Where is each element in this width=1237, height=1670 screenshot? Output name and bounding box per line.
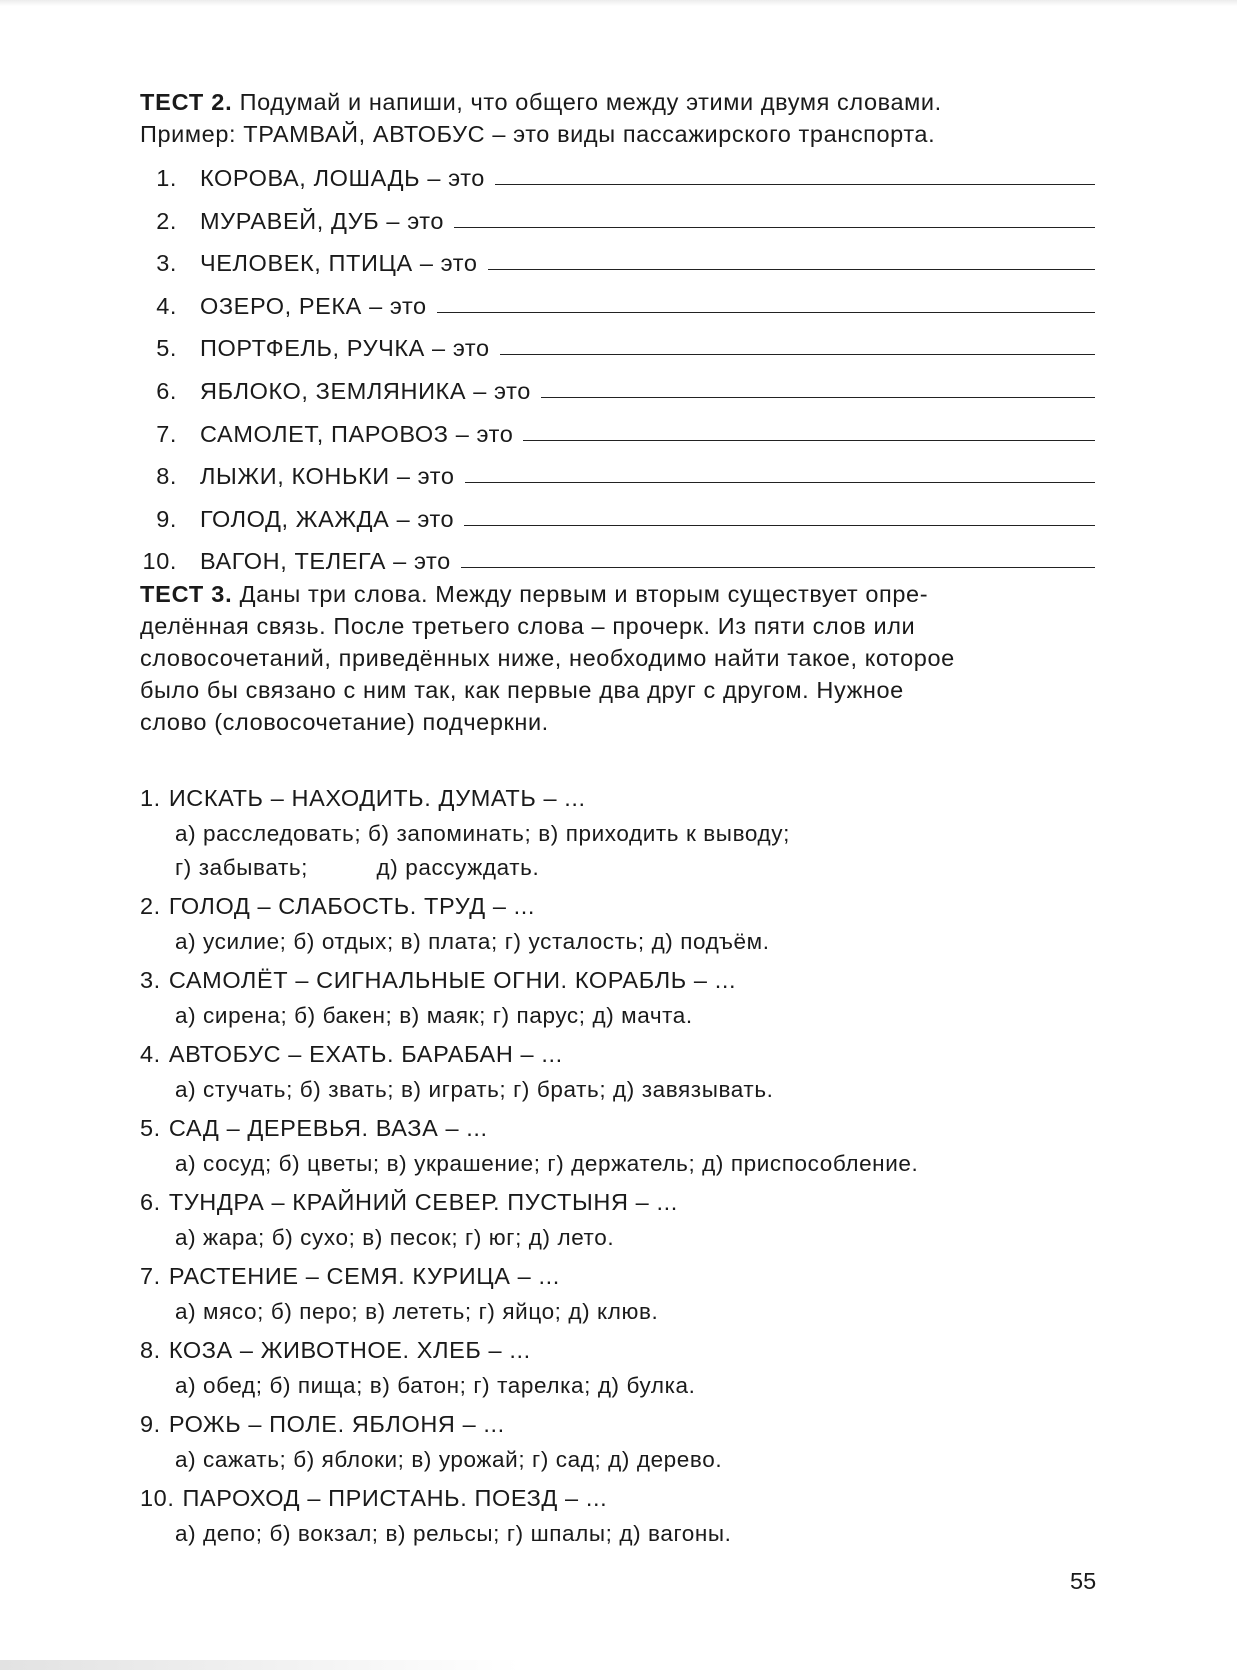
item-number: 7. (140, 1263, 161, 1289)
answer-line[interactable] (461, 566, 1095, 568)
analogy-text: ПАРОХОД – ПРИСТАНЬ. ПОЕЗД – ... (182, 1485, 608, 1511)
word-pair: ПОРТФЕЛЬ, РУЧКА – это (200, 335, 490, 362)
answer-line[interactable] (464, 524, 1095, 526)
item-number: 4. (156, 292, 177, 319)
word-pair: МУРАВЕЙ, ДУБ – это (200, 207, 445, 234)
test2-item (140, 293, 1095, 336)
test3-intro (140, 578, 1125, 738)
test3-label: ТЕСТ 3. (140, 581, 233, 607)
answer-line[interactable] (488, 268, 1096, 270)
analogy-text: КОЗА – ЖИВОТНОЕ. ХЛЕБ – ... (168, 1337, 531, 1363)
answer-line[interactable] (437, 311, 1095, 313)
answer-line[interactable] (500, 353, 1095, 355)
item-number: 1. (156, 165, 177, 191)
item-number: 10. (142, 548, 177, 575)
analogy-text: САМОЛЁТ – СИГНАЛЬНЫЕ ОГНИ. КОРАБЛЬ – ... (168, 967, 737, 993)
item-number: 6. (156, 377, 177, 404)
answer-line[interactable] (465, 481, 1095, 483)
test3-intro-line: делённая связь. После третьего слова – прочерк. Из пяти слов или (140, 613, 916, 639)
test3-item (140, 1184, 1125, 1255)
word-pair: ЧЕЛОВЕК, ПТИЦА – это (200, 250, 478, 277)
analogy-question (140, 962, 1125, 999)
item-number: 3. (140, 967, 161, 993)
option-line[interactable]: а) сосуд; б) цветы; в) украшение; г) держатель; д) приспособление. (175, 1151, 919, 1176)
answer-options (175, 817, 1125, 885)
test2-example: Пример: ТРАМВАЙ, АВТОБУС – это виды пассажирского транспорта. (140, 121, 936, 147)
word-pair: ОЗЕРО, РЕКА – это (200, 292, 427, 319)
analogy-question (140, 1406, 1125, 1443)
item-number: 9. (140, 1411, 161, 1437)
analogy-question (140, 1184, 1125, 1221)
test3-intro-line: Даны три слова. Между первым и вторым существует опре- (239, 581, 929, 607)
item-number: 2. (156, 207, 177, 234)
word-pair: ЯБЛОКО, ЗЕМЛЯНИКА – это (200, 377, 531, 404)
item-number: 8. (156, 463, 177, 490)
test3-item (140, 962, 1125, 1033)
answer-options (175, 1369, 1125, 1403)
test2-item (140, 463, 1095, 506)
test3-item (140, 1036, 1125, 1107)
option-line[interactable]: а) сирена; б) бакен; в) маяк; г) парус; д) мачта. (175, 1003, 693, 1028)
option-line[interactable]: г) забывать; д) рассуждать. (175, 855, 540, 880)
answer-options (175, 1295, 1125, 1329)
item-number: 10. (140, 1485, 175, 1511)
analogy-text: ИСКАТЬ – НАХОДИТЬ. ДУМАТЬ – ... (168, 785, 586, 811)
analogy-text: РАСТЕНИЕ – СЕМЯ. КУРИЦА – ... (168, 1263, 560, 1289)
item-number: 7. (156, 420, 177, 447)
test3-item (140, 1110, 1125, 1181)
answer-options (175, 1443, 1125, 1477)
test2-item (140, 378, 1095, 421)
page-number: 55 (1070, 1568, 1097, 1594)
analogy-question (140, 1036, 1125, 1073)
answer-line[interactable] (454, 226, 1095, 228)
word-pair: ГОЛОД, ЖАЖДА – это (200, 505, 455, 532)
analogy-text: ТУНДРА – КРАЙНИЙ СЕВЕР. ПУСТЫНЯ – ... (168, 1189, 678, 1215)
analogy-text: ГОЛОД – СЛАБОСТЬ. ТРУД – ... (168, 893, 536, 919)
option-line[interactable]: а) усилие; б) отдых; в) плата; г) усталость; д) подъём. (175, 929, 770, 954)
test3-intro-line: было бы связано с ним так, как первые два друг с другом. Нужное (140, 677, 904, 703)
test3-intro-line: словосочетаний, приведённых ниже, необходимо найти такое, которое (140, 645, 955, 671)
answer-options (175, 999, 1125, 1033)
test3-item (140, 780, 1125, 885)
scan-top-edge (0, 0, 1237, 6)
analogy-question (140, 780, 1125, 817)
test3-item (140, 1406, 1125, 1477)
answer-options (175, 925, 1125, 959)
item-number: 1. (140, 785, 161, 811)
test2-item (140, 165, 1095, 208)
test2-label: ТЕСТ 2. (140, 89, 233, 115)
test2-item (140, 250, 1095, 293)
option-line[interactable]: а) обед; б) пища; в) батон; г) тарелка; д) булка. (175, 1373, 696, 1398)
answer-options (175, 1517, 1125, 1551)
test3-intro-line: слово (словосочетание) подчеркни. (140, 709, 549, 735)
analogy-question (140, 1332, 1125, 1369)
analogy-text: САД – ДЕРЕВЬЯ. ВАЗА – ... (168, 1115, 488, 1141)
item-number: 2. (140, 893, 161, 919)
word-pair: ВАГОН, ТЕЛЕГА – это (200, 548, 451, 575)
answer-line[interactable] (541, 396, 1095, 398)
analogy-text: АВТОБУС – ЕХАТЬ. БАРАБАН – ... (168, 1041, 563, 1067)
test2-item (140, 421, 1095, 464)
answer-options (175, 1073, 1125, 1107)
answer-options (175, 1147, 1125, 1181)
option-line[interactable]: а) депо; б) вокзал; в) рельсы; г) шпалы; д) вагоны. (175, 1521, 732, 1546)
analogy-question (140, 888, 1125, 925)
answer-line[interactable] (495, 183, 1095, 185)
option-line[interactable]: а) мясо; б) перо; в) лететь; г) яйцо; д) клюв. (175, 1299, 659, 1324)
test3-item (140, 888, 1125, 959)
test2-item (140, 208, 1095, 251)
test3-list (140, 780, 1125, 1554)
analogy-question (140, 1258, 1125, 1295)
word-pair: ЛЫЖИ, КОНЬКИ – это (200, 463, 455, 490)
item-number: 9. (156, 505, 177, 532)
test2-instruction: Подумай и напиши, что общего между этими двумя словами. (239, 89, 942, 115)
item-number: 5. (156, 335, 177, 362)
test2-list (140, 165, 1095, 591)
answer-line[interactable] (523, 439, 1095, 441)
test3-item (140, 1332, 1125, 1403)
option-line[interactable]: а) жара; б) сухо; в) песок; г) юг; д) лето. (175, 1225, 615, 1250)
analogy-text: РОЖЬ – ПОЛЕ. ЯБЛОНЯ – ... (168, 1411, 505, 1437)
option-line[interactable]: а) стучать; б) звать; в) играть; г) брать; д) завязывать. (175, 1077, 774, 1102)
item-number: 4. (140, 1041, 161, 1067)
test2-item (140, 506, 1095, 549)
item-number: 3. (156, 250, 177, 277)
scan-bottom-edge (0, 1660, 520, 1670)
item-number: 8. (140, 1337, 161, 1363)
option-line[interactable]: а) сажать; б) яблоки; в) урожай; г) сад; д) дерево. (175, 1447, 723, 1472)
test2-item (140, 335, 1095, 378)
word-pair: САМОЛЕТ, ПАРОВОЗ – это (200, 420, 514, 447)
test2-intro (140, 86, 1125, 150)
test3-item (140, 1258, 1125, 1329)
item-number: 5. (140, 1115, 161, 1141)
analogy-question (140, 1480, 1125, 1517)
item-number: 6. (140, 1189, 161, 1215)
answer-options (175, 1221, 1125, 1255)
analogy-question (140, 1110, 1125, 1147)
test3-item (140, 1480, 1125, 1551)
word-pair: КОРОВА, ЛОШАДЬ – это (200, 165, 485, 191)
option-line[interactable]: а) расследовать; б) запоминать; в) приходить к выводу; (175, 821, 790, 846)
